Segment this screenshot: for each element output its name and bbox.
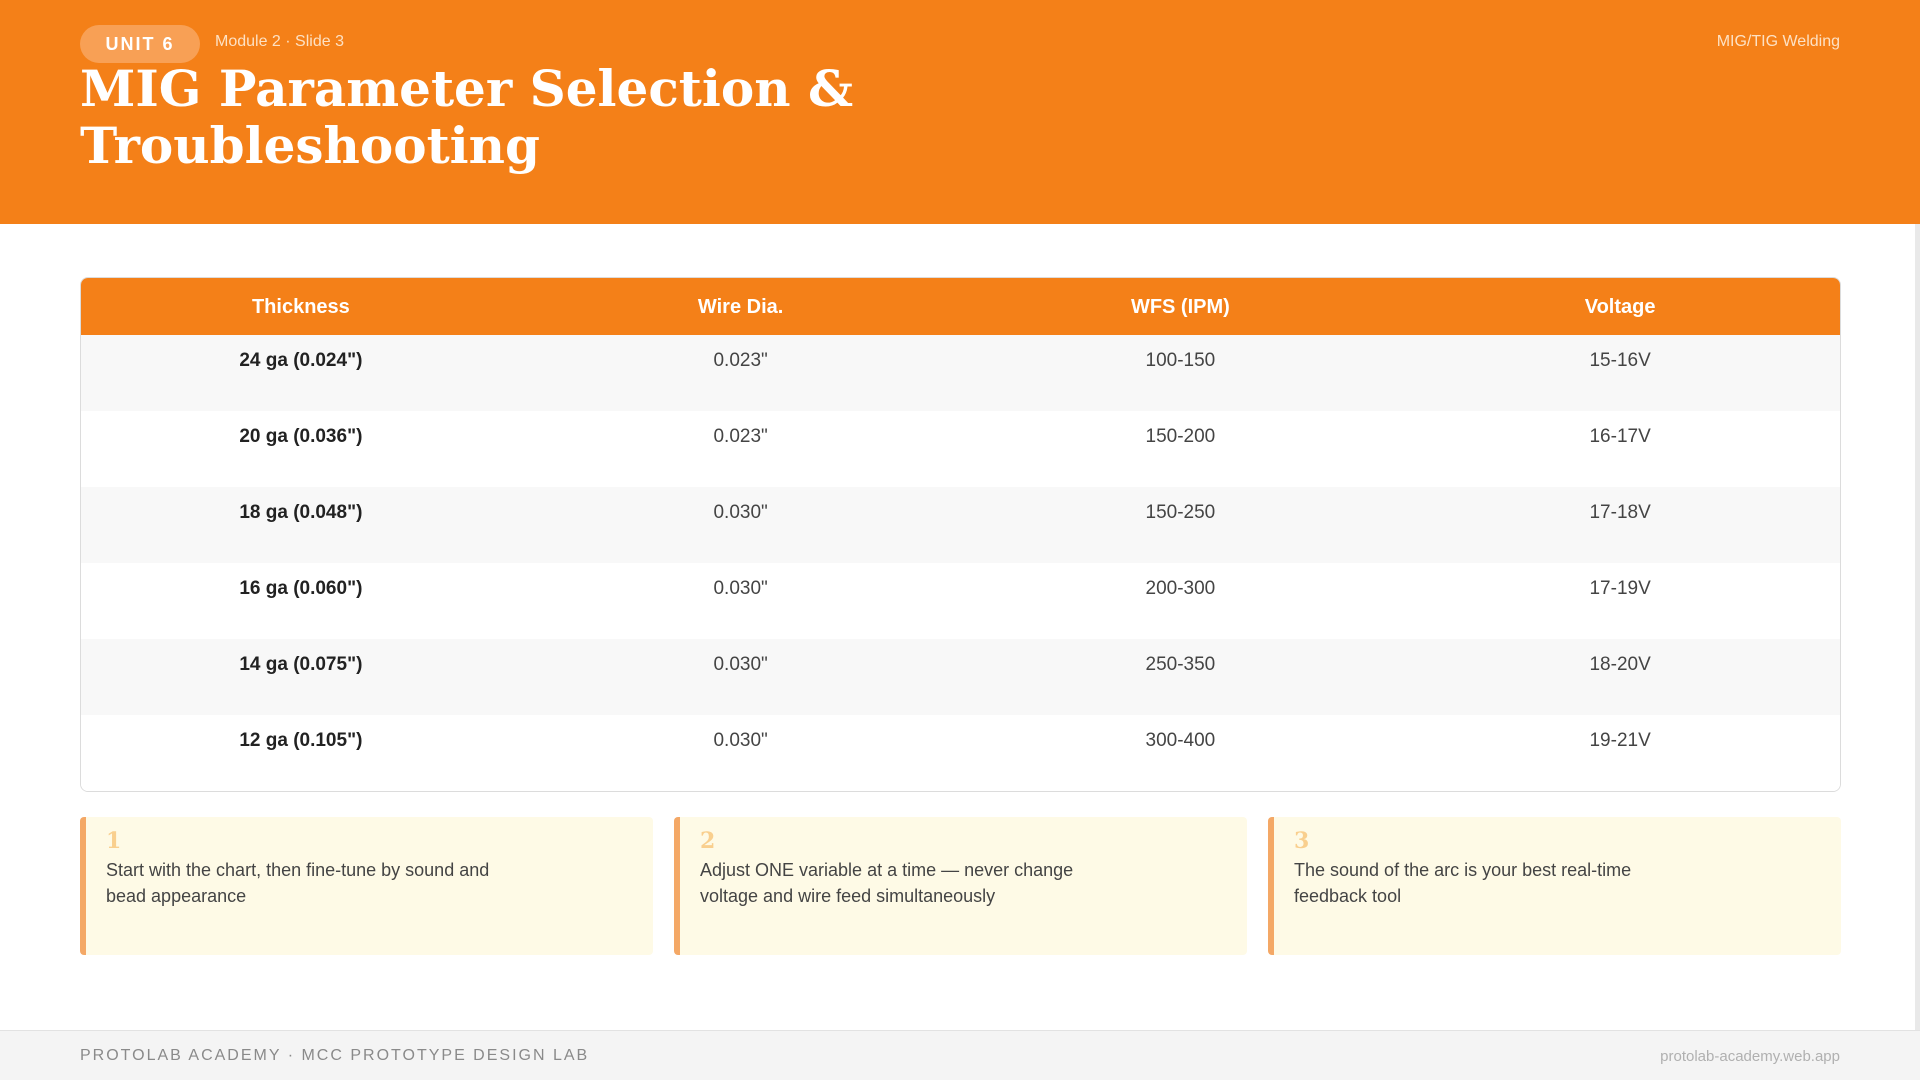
cell-wfs: 100-150 xyxy=(1145,350,1216,371)
cell-wfs: 250-350 xyxy=(1145,654,1216,675)
cell-wire-dia: 0.023" xyxy=(713,426,768,447)
table-row xyxy=(81,563,1840,639)
cell-thickness: 16 ga (0.060") xyxy=(239,578,363,599)
cell-wfs: 300-400 xyxy=(1145,730,1216,751)
slide-title: MIG Parameter Selection & Troubleshooting xyxy=(80,59,854,175)
column-header-wfs: WFS (IPM) xyxy=(1130,296,1230,318)
cell-wfs: 200-300 xyxy=(1145,578,1216,599)
cell-thickness: 18 ga (0.048") xyxy=(239,502,363,523)
slide-header xyxy=(0,0,1920,224)
parameter-table xyxy=(80,277,1841,792)
cell-thickness: 12 ga (0.105") xyxy=(239,730,363,751)
tip-text: Adjust ONE variable at a time — never change voltage and wire feed simultaneously xyxy=(700,860,1074,906)
table-row xyxy=(81,487,1840,563)
tip-card xyxy=(80,817,653,955)
table-row xyxy=(81,411,1840,487)
scrollbar[interactable] xyxy=(1915,224,1920,1030)
footer-url[interactable]: protolab-academy.web.app xyxy=(1660,1048,1840,1065)
table-row xyxy=(81,715,1840,791)
cell-wire-dia: 0.030" xyxy=(713,502,768,523)
tip-card xyxy=(1268,817,1841,955)
column-header-wire-dia: Wire Dia. xyxy=(697,296,784,318)
tip-number: 1 xyxy=(106,828,122,854)
cell-voltage: 17-18V xyxy=(1589,502,1651,523)
table-row xyxy=(81,639,1840,715)
tips-row xyxy=(80,817,1841,955)
cell-wfs: 150-250 xyxy=(1145,502,1216,523)
footer-org-label: PROTOLAB ACADEMY · MCC PROTOTYPE DESIGN LAB xyxy=(80,1047,590,1064)
table-header-row xyxy=(81,278,1840,335)
cell-wire-dia: 0.030" xyxy=(713,578,768,599)
table-row xyxy=(81,335,1840,411)
cell-voltage: 15-16V xyxy=(1589,350,1651,371)
cell-voltage: 16-17V xyxy=(1589,426,1651,447)
cell-thickness: 24 ga (0.024") xyxy=(239,350,363,371)
tip-text: Start with the chart, then fine-tune by sound and bead appearance xyxy=(106,860,490,906)
tip-number: 3 xyxy=(1294,828,1310,854)
cell-thickness: 20 ga (0.036") xyxy=(239,426,363,447)
cell-voltage: 19-21V xyxy=(1589,730,1651,751)
column-header-voltage: Voltage xyxy=(1584,296,1656,318)
course-label: MIG/TIG Welding xyxy=(1716,33,1840,50)
column-header-thickness: Thickness xyxy=(251,296,350,318)
cell-voltage: 18-20V xyxy=(1589,654,1651,675)
tip-number: 2 xyxy=(700,828,716,854)
tip-card xyxy=(674,817,1247,955)
unit-badge: UNIT 6 xyxy=(80,25,200,63)
cell-wire-dia: 0.023" xyxy=(713,350,768,371)
module-slide-label: Module 2 · Slide 3 xyxy=(215,33,344,50)
cell-thickness: 14 ga (0.075") xyxy=(239,654,363,675)
cell-voltage: 17-19V xyxy=(1589,578,1651,599)
cell-wire-dia: 0.030" xyxy=(713,730,768,751)
slide-footer xyxy=(0,1030,1920,1080)
cell-wfs: 150-200 xyxy=(1145,426,1216,447)
cell-wire-dia: 0.030" xyxy=(713,654,768,675)
tip-text: The sound of the arc is your best real-time feedback tool xyxy=(1294,860,1632,906)
